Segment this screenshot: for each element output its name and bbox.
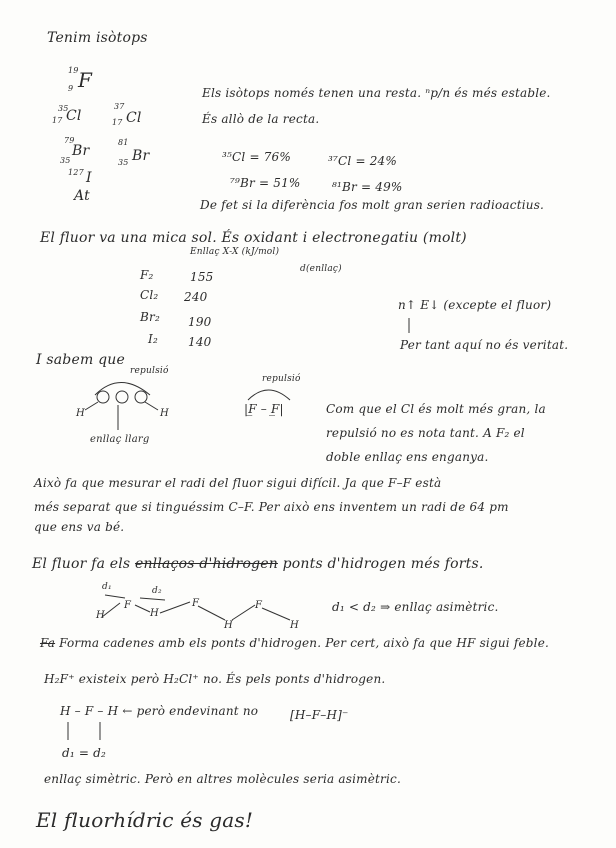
- electron-pair-3: [135, 391, 147, 403]
- hbond-end-text: ponts d'hidrogen més forts.: [282, 556, 484, 572]
- halogen-f2: F₂: [140, 268, 154, 282]
- repulsion-arc-left: [95, 383, 150, 396]
- electron-pair-2: [116, 391, 128, 403]
- bromine79-symbol: Br: [72, 143, 90, 159]
- h-left: H: [76, 408, 85, 419]
- iodine-symbol: I: [86, 170, 92, 186]
- hb-f2: F: [192, 598, 200, 609]
- chlorine35-symbol: Cl: [66, 108, 82, 124]
- energy-i2: 140: [188, 335, 212, 349]
- d2-bracket: [140, 598, 165, 600]
- hb-h3: H: [224, 620, 233, 631]
- bromine81-symbol: Br: [132, 148, 150, 164]
- astatine-symbol: At: [74, 188, 90, 204]
- hfh-bracket-ion: [H–F–H]⁻: [290, 708, 349, 722]
- hb-h1: H: [96, 610, 105, 621]
- hb-line-4: [198, 606, 225, 620]
- br81-mass: 81: [118, 138, 129, 147]
- d2-label: d₂: [152, 586, 162, 596]
- saben-note-3: doble enllaç ens enganya.: [326, 450, 489, 464]
- hb-line-5: [232, 605, 255, 620]
- chains-struck-word: Fa: [40, 636, 56, 650]
- distance-equality: d₁ = d₂: [62, 746, 107, 760]
- radius-paragraph-1: Això fa que mesurar el radi del fluor sigui difícil. Ja que F–F està: [34, 476, 442, 490]
- chains-line-2: H₂F⁺ existeix però H₂Cl⁺ no. És pels ponts d'hidrogen.: [44, 672, 386, 686]
- repulsion-arc-right: [248, 390, 290, 400]
- d1-label: d₁: [102, 582, 112, 592]
- hb-line-2: [135, 605, 150, 612]
- hb-f1: F: [124, 600, 132, 611]
- chains-line-1: [40, 636, 549, 650]
- hb-line-3: [160, 602, 190, 613]
- br79-z: 35: [60, 156, 71, 165]
- saben-note-1: Com que el Cl és molt més gran, la: [326, 402, 546, 416]
- bond-line-right: [145, 402, 158, 410]
- h-right: H: [160, 408, 169, 419]
- fluorine-symbol: F: [78, 68, 93, 92]
- hbond-line-start: [32, 556, 484, 572]
- fluor-intro: El fluor va una mica sol. És oxidant i electronegatiu (molt): [40, 230, 467, 246]
- isotope-note-1: Els isòtops només tenen una resta. ⁿp/n és més estable.: [202, 86, 551, 100]
- hbond-start-text: El fluor fa els: [32, 556, 131, 572]
- trend-conclusion: Per tant aquí no és veritat.: [400, 338, 569, 352]
- f2-molecule: |F̲ – F̲|: [244, 402, 284, 416]
- hb-f3: F: [255, 600, 263, 611]
- hbond-struck-text: enllaços d'hidrogen: [134, 556, 278, 572]
- electron-pair-1: [97, 391, 109, 403]
- energy-f2: 155: [190, 270, 214, 284]
- bond-column-header: Enllaç X-X (kJ/mol): [190, 247, 280, 257]
- page-heading: Tenim isòtops: [47, 30, 148, 46]
- bond-line-left: [85, 402, 98, 410]
- saben-note-2: repulsió no es nota tant. A F₂ el: [326, 426, 525, 440]
- cl35-mass: 35: [58, 104, 69, 113]
- isotope-note-2: És allò de la recta.: [202, 112, 320, 126]
- radius-paragraph-3: que ens va bé.: [34, 520, 125, 534]
- energy-cl2: 240: [184, 290, 208, 304]
- f-z: 9: [68, 84, 74, 93]
- f-mass: 19: [68, 66, 79, 75]
- distance-column-header: d(enllaç): [300, 264, 342, 274]
- radius-paragraph-2: més separat que si tinguéssim C–F. Per això ens inventem un radi de 64 pm: [34, 500, 509, 514]
- br81-percentage: ⁸¹Br = 49%: [332, 180, 403, 194]
- cl35-z: 17: [52, 116, 63, 125]
- hfh-formula: H – F – H ← però endevinant no: [60, 704, 259, 718]
- cl37-z: 17: [112, 118, 123, 127]
- cl37-mass: 37: [114, 102, 125, 111]
- hb-line-6: [262, 608, 290, 620]
- periodic-trend: n↑ E↓ (excepte el fluor): [398, 298, 552, 312]
- halogen-cl2: Cl₂: [140, 288, 159, 302]
- repulsio-label-1: repulsió: [130, 366, 169, 376]
- chains-line-1-text: Forma cadenes amb els ponts d'hidrogen. Per cert, això fa que HF sigui feble.: [59, 636, 550, 650]
- asymmetric-note: d₁ < d₂ ⇒ enllaç asimètric.: [332, 600, 499, 614]
- br79-percentage: ⁷⁹Br = 51%: [230, 176, 301, 190]
- chains-line-3: enllaç simètric. Però en altres molècules seria asimètric.: [44, 772, 401, 786]
- saben-title: I sabem que: [36, 352, 125, 368]
- br79-mass: 79: [64, 136, 75, 145]
- cl37-percentage: ³⁷Cl = 24%: [328, 154, 397, 168]
- chlorine37-symbol: Cl: [126, 110, 142, 126]
- enllac-label: enllaç llarg: [90, 434, 150, 445]
- conclusion-text: El fluorhídric és gas!: [36, 808, 254, 832]
- d1-bracket: [105, 595, 125, 598]
- halogen-i2: I₂: [148, 332, 158, 346]
- halogen-br2: Br₂: [140, 310, 160, 324]
- energy-br2: 190: [188, 315, 212, 329]
- hb-h4: H: [290, 620, 299, 631]
- br81-z: 35: [118, 158, 129, 167]
- repulsio-label-2: repulsió: [262, 374, 301, 384]
- iodine-mass: 127: [68, 168, 84, 177]
- cl35-percentage: ³⁵Cl = 76%: [222, 150, 291, 164]
- isotope-note-3: De fet si la diferència fos molt gran serien radioactius.: [200, 198, 545, 212]
- hb-h2: H: [150, 608, 159, 619]
